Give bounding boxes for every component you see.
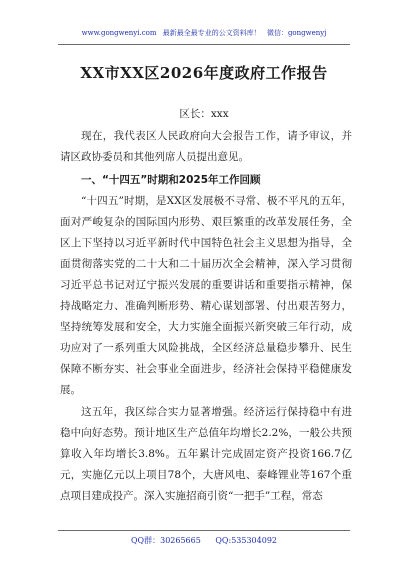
body-paragraph: “十四五”时期，是XX区发展极不寻常、极不平凡的五年，面对严峻复杂的国际国内形势、艰巨繁重的改革发展任务，全区上下坚持以习近平新时代中国特色社会主义思想为指导，全面贯彻落实党的二十大和二十届历次全会精神，深入学习贯彻习近平总书记对辽宁振兴发展的重要讲话和重要指示精神，保持战略定力、准确判断形势、精心谋划部署、付出艰苦努力，坚持统筹发展和安全，大力实施全面振兴新突破三年行动，成功应对了一系列重大风险挑战，全区经济总量稳步攀升、民生保障不断夯实、社会事业全面进步，经济社会保持平稳健康发展。 xyxy=(60,195,352,396)
document-title: XX市XX区2026年度政府工作报告 xyxy=(80,64,328,82)
header-wechat: 微信：gongwenyj xyxy=(266,29,327,37)
footer-divider xyxy=(58,530,350,531)
section-heading: 一、“十四五”时期和2025年工作回顾 xyxy=(81,174,261,186)
footer-qq: QQ:535304092 xyxy=(215,536,277,545)
header-site-link[interactable]: www.gongwenyi.com xyxy=(81,29,157,37)
footer-qq-group: QQ群：30265665 xyxy=(130,536,201,545)
body-paragraph: 这五年，我区综合实力显著增强。经济运行保持稳中有进稳中向好态势。预计地区生产总值年均增长2.2%，一般公共预算收入年均增长3.8%。五年累计完成固定资产投资166.7亿元，实施亿元以上项目78个，大唐风电、泰峰锂业等167个重点项目建成投产。深入实施招商引资“一把手”工程，常态 xyxy=(60,406,352,502)
page-header xyxy=(60,28,348,38)
district-head-line: 区长：xxx xyxy=(179,108,229,120)
page-footer xyxy=(60,535,348,547)
intro-paragraph: 现在，我代表区人民政府向大会报告工作，请予审议，并请区政协委员和其他列席人员提出意见。 xyxy=(60,130,352,163)
header-divider xyxy=(58,44,350,45)
header-tagline: 最新最全最专业的公文资料库！ xyxy=(162,29,261,37)
